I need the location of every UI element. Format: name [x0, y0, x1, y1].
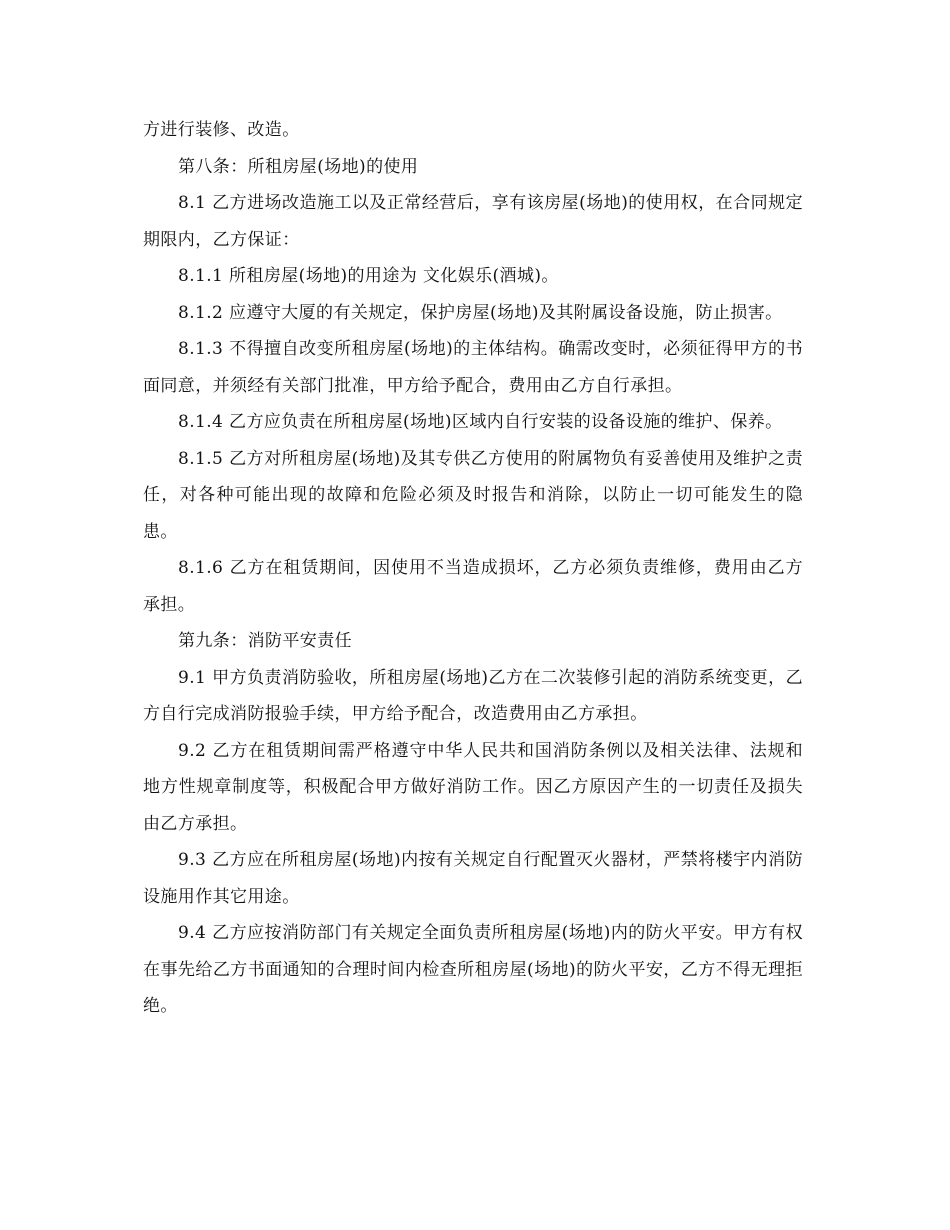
clause-8-1-6: 8.1.6 乙方在租赁期间，因使用不当造成损坏，乙方必须负责维修，费用由乙方承担。 [143, 558, 803, 615]
clause-9-4: 9.4 乙方应按消防部门有关规定全面负责所租房屋(场地)内的防火平安。甲方有权在事先给乙方书面通知的合理时间内检查所租房屋(场地)的防火平安，乙方不得无理拒绝。 [143, 923, 803, 1016]
clause-8-1-3: 8.1.3 不得擅自改变所租房屋(场地)的主体结构。确需改变时，必须征得甲方的书面同意，并须经有关部门批准，甲方给予配合，费用由乙方自行承担。 [143, 339, 803, 396]
article-9-heading: 第九条：消防平安责任 [178, 631, 352, 651]
article-8-heading: 第八条：所租房屋(场地)的使用 [178, 156, 419, 177]
document-body [143, 112, 803, 1025]
clause-8-1-5: 8.1.5 乙方对所租房屋(场地)及其专供乙方使用的附属物负有妥善使用及维护之责任，对各种可能出现的故障和危险必须及时报告和消除，以防止一切可能发生的隐患。 [143, 448, 803, 542]
clause-8-1-2: 8.1.2 应遵守大厦的有关规定，保护房屋(场地)及其附属设备设施，防止损害。 [178, 302, 783, 323]
clause-9-1: 9.1 甲方负责消防验收，所租房屋(场地)乙方在二次装修引起的消防系统变更，乙方自行完成消防报验手续，甲方给予配合，改造费用由乙方承担。 [143, 667, 803, 724]
clause-9-3: 9.3 乙方应在所租房屋(场地)内按有关规定自行配置灭火器材，严禁将楼宇内消防设施用作其它用途。 [143, 850, 803, 907]
clause-8-1-4: 8.1.4 乙方应负责在所租房屋(场地)区域内自行安装的设备设施的维护、保养。 [178, 412, 783, 432]
paragraph-continuation: 方进行装修、改造。 [143, 120, 300, 140]
clause-8-1-1: 8.1.1 所租房屋(场地)的用途为 文化娱乐(酒城)。 [178, 266, 559, 286]
clause-9-2: 9.2 乙方在租赁期间需严格遵守中华人民共和国消防条例以及相关法律、法规和地方性规章制度等，积极配合甲方做好消防工作。因乙方原因产生的一切责任及损失由乙方承担。 [143, 740, 803, 834]
clause-8-1: 8.1 乙方进场改造施工以及正常经营后，享有该房屋(场地)的使用权，在合同规定期限内，乙方保证： [143, 193, 803, 250]
